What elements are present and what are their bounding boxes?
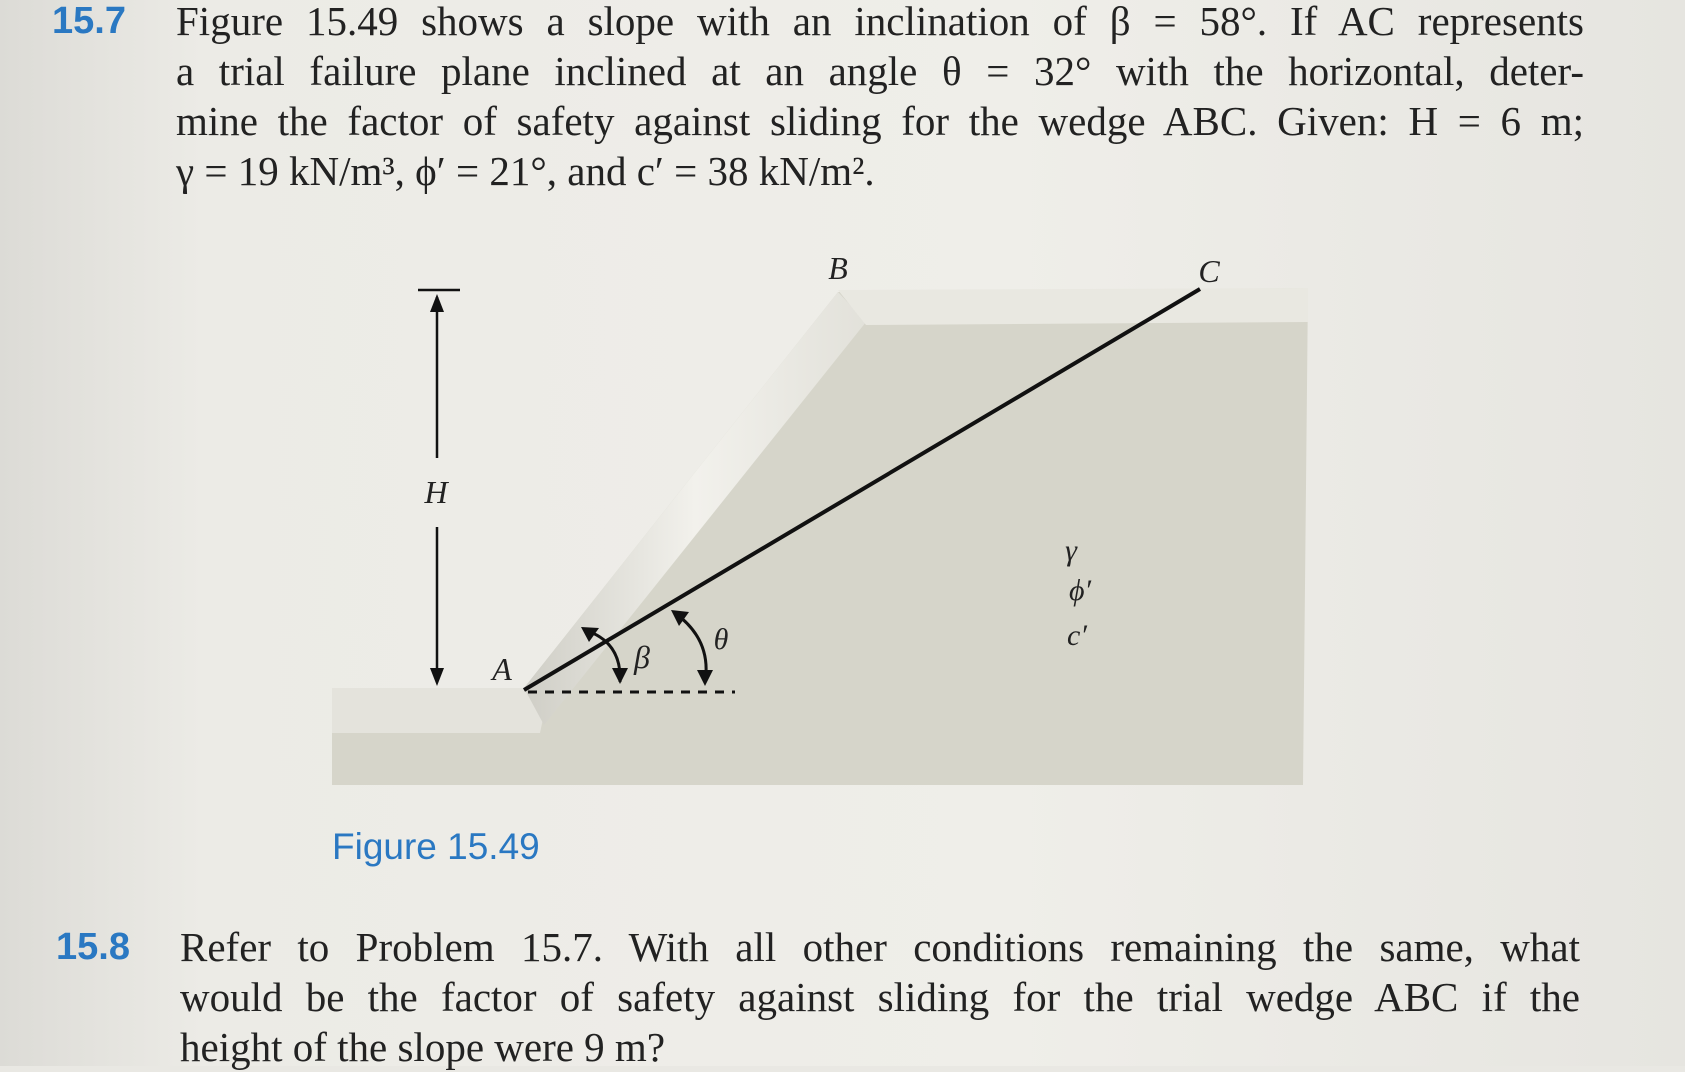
problem-15-8-text [180,922,1580,1072]
h-arrow-up [430,294,444,312]
h-arrow-down [430,668,444,686]
figure-caption: Figure 15.49 [332,826,540,867]
label-gamma: γ [1065,534,1077,567]
label-beta: β [634,639,650,675]
problem-number-15-7: 15.7 [52,0,126,42]
problem-15-7-line-2: a trial failure plane inclined at an angle θ = 32° with the horizontal, deter- [176,48,1584,94]
toe-ledge [332,688,544,733]
label-b: B [828,250,848,286]
problem-15-8-line-1: Refer to Problem 15.7. With all other conditions remaining the same, what [180,924,1580,970]
problem-15-8-line-3: height of the slope were 9 m? [180,1024,666,1070]
label-theta: θ [713,623,729,656]
problem-15-7-line-1: Figure 15.49 shows a slope with an inclination of β = 58°. If AC represents [176,0,1584,44]
crest-top [838,288,1308,325]
label-c-prime: c′ [1067,619,1087,652]
label-h: H [424,474,448,510]
label-phi: ϕ′ [1068,574,1092,607]
problem-number-15-8: 15.8 [56,926,130,968]
label-a: A [492,651,512,687]
problem-15-7-line-3: mine the factor of safety against sliding for the wedge ABC. Given: H = 6 m; [176,98,1584,144]
problem-15-8-line-2: would be the factor of safety against sliding for the trial wedge ABC if the [180,974,1580,1020]
problem-15-7-line-4: γ = 19 kN/m³, ϕ′ = 21°, and c′ = 38 kN/m². [176,148,875,194]
label-c: C [1198,253,1220,289]
